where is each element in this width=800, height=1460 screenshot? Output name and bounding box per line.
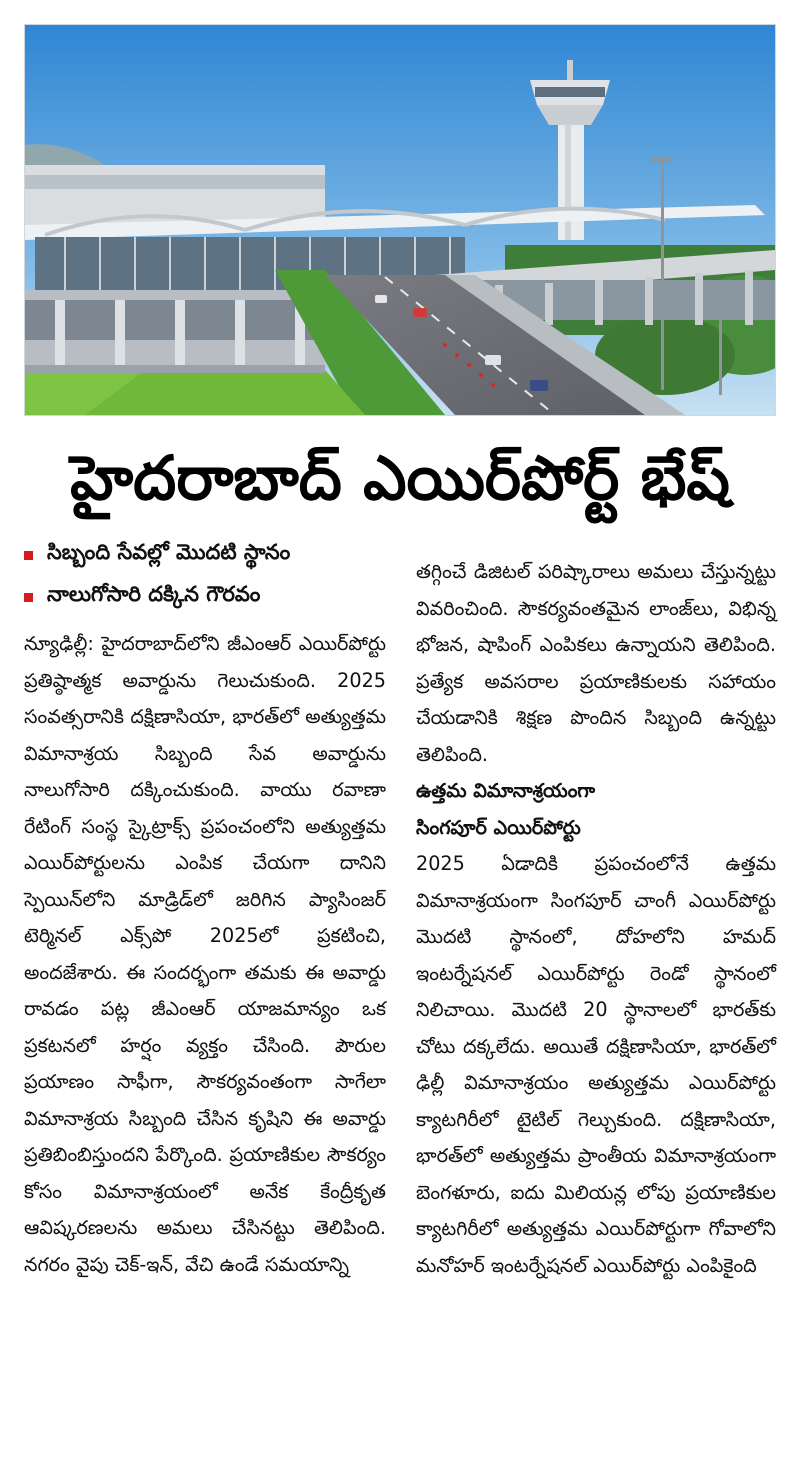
- article-right-column: [416, 554, 776, 1284]
- bullet-text: సిబ్బంది సేవల్లో మొదటి స్థానం: [47, 540, 291, 564]
- bullet-item: [24, 576, 404, 618]
- bullet-item: [24, 534, 404, 576]
- article-subheading: సింగపూర్ ఎయిర్‌పోర్టు: [416, 815, 581, 839]
- article-left-column: [24, 626, 386, 1283]
- article-subheading: ఉత్తమ విమానాశ్రయంగా: [416, 779, 596, 802]
- headline: హైదరాబాద్ ఎయిర్‌పోర్ట్ భేష్: [70, 442, 730, 514]
- bullet-marker-icon: [24, 551, 33, 560]
- article-paragraph: 2025 ఏడాదికి ప్రపంచంలోనే ఉత్తమ విమానాశ్రయంగా సింగపూర్ చాంగీ ఎయిర్‌పోర్టు మొదటి స్థానంలో, దోహలోని హమద్ ఇంటర్నేషనల్ ఎయిర్‌పోర్టు రెండో స్థానంలో నిలిచాయి. మొదటి 20 స్థానాలలో భారత్‌కు చోటు దక్కలేదు. అయితే దక్షిణాసియా, భారత్‌లో ఢిల్లీ విమానాశ్రయం అత్యుత్తమ ఎయిర్‌పోర్టు క్యాటగిరీలో టైటిల్ గెల్చుకుంది. దక్షిణాసియా, భారత్‌లో అత్యుత్తమ ప్రాంతీయ విమానాశ్రయంగా బెంగళూరు, ఐదు మిలియన్ల లోపు ప్రయాణికుల క్యాటగిరీలో అత్యుత్తమ ఎయిర్‌పోర్టుగా గోవాలోని మనోహర్ ఇంటర్నేషనల్ ఎయిర్‌పోర్టు ఎంపికైంది: [416, 852, 776, 1277]
- bullet-list: [24, 534, 404, 618]
- article-paragraph: తగ్గించే డిజిటల్ పరిష్కారాలు అమలు చేస్తున్నట్టు వివరించింది. సౌకర్యవంతమైన లాంజ్‌లు, విభిన్న భోజన, షాపింగ్ ఎంపికలు ఉన్నాయని తెలిపింది. ప్రత్యేక అవసరాల ప్రయాణికులకు సహాయం చేయడానికి శిక్షణ పొందిన సిబ్బంది ఉన్నట్టు తెలిపింది.: [416, 560, 776, 766]
- article-paragraph: న్యూఢిల్లీ: హైదరాబాద్‌లోని జీఎంఆర్ ఎయిర్‌పోర్టు ప్రతిష్ఠాత్మక అవార్డును గెలుచుకుంది. 2025 సంవత్సరానికి దక్షిణాసియా, భారత్‌లో అత్యుత్తమ విమానాశ్రయ సిబ్బంది సేవ అవార్డును నాలుగోసారి దక్కించుకుంది. వాయు రవాణా రేటింగ్ సంస్థ స్కైట్రాక్స్ ప్రపంచంలోని అత్యుత్తమ ఎయిర్‌పోర్టులను ఎంపిక చేయగా దానిని స్పెయిన్‌లోని మాడ్రిడ్‌లో జరిగిన ప్యాసింజర్ టెర్మినల్ ఎక్స్‌పో 2025లో ప్రకటించి, అందజేశారు. ఈ సందర్భంగా తమకు ఈ అవార్డు రావడం పట్ల జీఎంఆర్ యాజమాన్యం ఒక ప్రకటనలో హర్షం వ్యక్తం చేసింది. పౌరుల ప్రయాణం సాఫీగా, సౌకర్యవంతంగా సాగేలా విమానాశ్రయ సిబ్బంది చేసిన కృషిని ఈ అవార్డు ప్రతిబింబిస్తుందని పేర్కొంది. ప్రయాణికుల సౌకర్యం కోసం విమానాశ్రయంలో అనేక కేంద్రీకృత ఆవిష్కరణలను అమలు చేసినట్టు తెలిపింది. నగరం వైపు చెక్-ఇన్, వేచి ఉండే సమయాన్ని: [24, 632, 386, 1276]
- airport-photo: [24, 24, 776, 416]
- bullet-marker-icon: [24, 593, 33, 602]
- bullet-text: నాలుగోసారి దక్కిన గౌరవం: [47, 582, 261, 606]
